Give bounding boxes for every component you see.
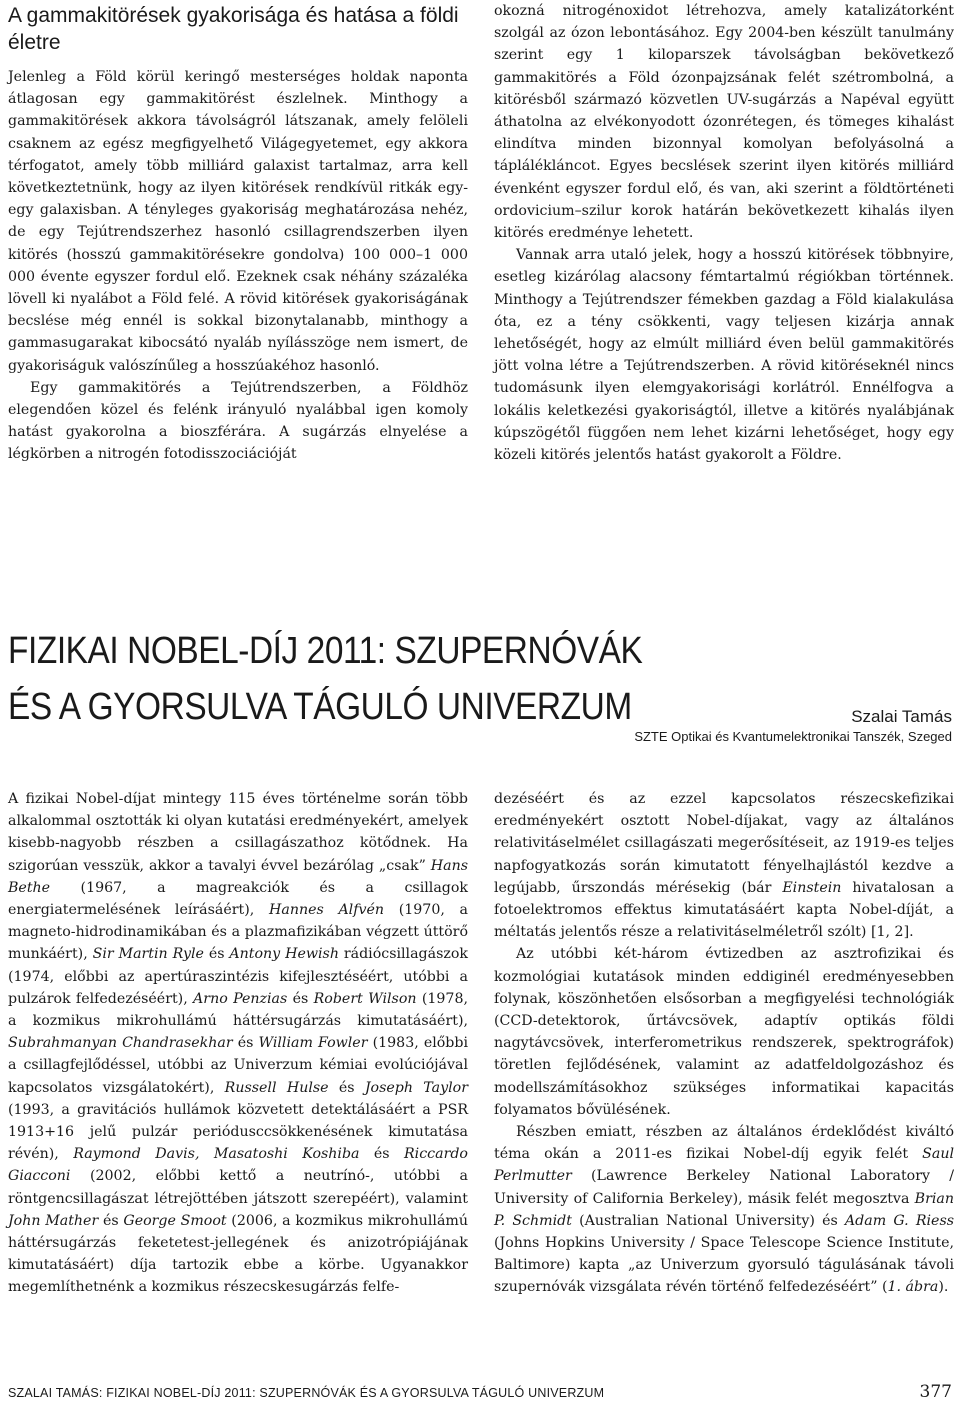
paragraph: dezéséért és az ezzel kapcsolatos részecskefizikai eredményekért osztott Nobel-díjakat, vagy az általános relativitáselmélet csillagászati megerősítéseit, az 1919-es teljes napfogyatkozás során kimutatott fényelhajlástól kezdve a legújabb, űrszondás mérésekig (bár Einstein hivatalosan a fotoelektromos effektus kimutatásáért kapta Nobel-díját, a méltatás jelentős része a relativitáselméletről szólt) [1, 2]. [494, 791, 954, 941]
top-right-column [494, 0, 954, 466]
section-title: A gammakitörések gyakorisága és hatása a földi életre [8, 4, 459, 54]
paragraph: A fizikai Nobel-díjat mintegy 115 éves történelme során több alkalommal osztották ki olyan kutatási eredményekért, amelyek kisebb-nagyobb részben a csillagászathoz kötődnek. Ha szigorúan vesszük, akkor a tavalyi évvel bezárólag „csak” Hans Bethe (1967, a magreakciók és a csillagok energiatermelésének leírásáért), Hannes Alfvén (1970, a magneto-hidrodinamikában és a plazmafizikában végzett úttörő munkáért), Sir Martin Ryle és Antony Hewish rádiócsillagászok (1974, előbbi az apertúraszintézis kifejlesztéséért, utóbbi a pulzárok felfedezéséért), Arno Penzias és Robert Wilson (1978, a kozmikus mikrohullámú háttérsugárzás kimutatásáért), Subrahmanyan Chandrasekhar és William Fowler (1983, előbbi a csillagfejlődéssel, utóbbi az Univerzum kémiai evolúciójával kapcsolatos vizsgálatokért), Russell Hulse és Joseph Taylor (1993, a gravitációs hullámok közvetett detektálásáért a PSR 1913+16 jelű pulzár periódusccsökkenésének kimutatása révén), Raymond Davis, Masatoshi Koshiba és Riccardo Giacconi (2002, előbbi kettő a neutrínó-, utóbbi a röntgencsillagászat létrejöttében játszott szerepéért), valamint John Mather és George Smoot (2006, a kozmikus mikrohullámú háttérsugárzás feketetest-jellegének és anizotrópiájának kimutatásáért) díja tartozik ebbe a körbe. Ugyanakkor megemlíthetnénk a kozmikus részecskesugárzás felfe- [8, 791, 468, 1296]
person-name: Saul Perlmutter [494, 1146, 954, 1185]
person-name: Hans Bethe [8, 857, 468, 896]
top-left-column [8, 0, 468, 466]
person-name: Adam G. Riess [844, 1212, 955, 1229]
person-name: Joseph Taylor [364, 1079, 468, 1096]
page-footer [8, 1382, 952, 1406]
person-name: George Smoot [123, 1212, 227, 1229]
article-title-line-1: FIZIKAI NOBEL-DÍJ 2011: SZUPERNÓVÁK [8, 630, 643, 673]
person-name: Riccardo Giacconi [8, 1146, 468, 1185]
paragraph: Jelenleg a Föld körül keringő mesterséges holdak naponta átlagosan egy gammakitörést észlelnek. Minthogy a gammakitörések akkora távolságról látszanak, amely felöleli csaknem az egész megfigyelhető Világegyetemet, egy akkora térfogatot, amely több milliárd galaxist tartalmaz, arra kell következtetnünk, hogy az ilyen kitörések rendkívül ritkák egy-egy galaxisban. A tényleges gyakoriság meghatározása nehéz, de egy Tejútrendszerhez hasonló csillagrendszerben ilyen kitörés (hosszú gammakitörésekre gondolva) 100 000–1 000 000 évente egyszer fordul elő. Ezeknek csak néhány százaléka lövell ki nyalábot a Föld felé. A rövid kitörések gyakoriságának becslése még ennél is sokkal bizonytalanabb, minthogy a gammasugarakat kibocsátó nyaláb nyílásszöge nem ismert, de gyakoriságuk valószínűleg a hosszúakéhoz hasonló. [8, 69, 468, 374]
paragraph: Részben emiatt, részben az általános érdeklődést kiváltó téma okán a 2011-es fizikai Nobel-díj egyik felét Saul Perlmutter (Lawrence Berkeley National Laboratory / University of California Berkeley), másik felét megosztva Brian P. Schmidt (Australian National University) és Adam G. Riess (Johns Hopkins University / Space Telescope Science Institute, Baltimore) kapta „az Univerzum gyorsuló tágulásának távoli szupernóvák vizsgálata révén történő felfedezéséért” (1. ábra). [494, 1124, 955, 1296]
person-name: Subrahmanyan Chandrasekhar [8, 1035, 233, 1052]
person-name: Russell Hulse [224, 1079, 329, 1096]
person-name: William Fowler [258, 1035, 368, 1052]
person-name: Einstein [782, 879, 842, 896]
bottom-right-column [494, 788, 954, 1299]
author-block [634, 706, 952, 746]
person-name: Antony Hewish [229, 946, 339, 963]
paragraph: Vannak arra utaló jelek, hogy a hosszú kitörések többnyire, esetleg kizárólag alacsony fémtartalmú régiókban történnek. Minthogy a Tejútrendszer fémekben gazdag a Föld kialakulása óta, ez a tény csökkenti, vagy teljesen kizárja annak lehetőségét, hogy az elmúlt milliárd éven belül gammakitörés jött volna létre a Tejútrendszerben. A rövid kitöréseknél nincs tudomásunk ilyen elemgyakorisági korlátról. Ennélfogva a lokális keletkezési gyakoriságtól, illetve a kitörés nyalábjának kúpszögétől függően nem lehet kizárni lehetőséget, hogy egy közeli kitörés jelentős hatást gyakorolt a Földre. [494, 247, 954, 464]
person-name: John Mather [8, 1212, 99, 1229]
person-name: Sir Martin Ryle [92, 946, 204, 963]
bottom-left-column [8, 788, 468, 1299]
person-name: Robert Wilson [313, 990, 417, 1007]
paragraph: Egy gammakitörés a Tejútrendszerben, a Földhöz elegendően közel és felénk irányuló nyalábbal igen komoly hatást gyakorolna a bioszférára. A sugárzás elnyelése a légkörben a nitrogén fotodisszociációját [8, 379, 468, 463]
article-title-line-2: ÉS A GYORSULVA TÁGULÓ UNIVERZUM [8, 686, 632, 729]
figure-reference: 1. ábra [887, 1279, 939, 1296]
person-name: Hannes Alfvén [268, 902, 385, 919]
person-name: Arno Penzias [193, 990, 288, 1007]
page-number: 377 [919, 1382, 952, 1402]
paragraph: Az utóbbi két-három évtizedben az asztrofizikai és kozmológiai kutatások minden eddiginél eredményesebben folynak, köszönhetően elsősorban a megfigyelési technológiák (CCD-detektorok, űrtávcsövek, adaptív optikás földi nagytávcsövek, interferometrikus rendszerek, spektrográfok) töretlen fejlődésének, valamint az adatfeldolgozáshoz és modellszámításokhoz szükséges informatikai kapacitás folyamatos bővülésének. [494, 946, 954, 1118]
person-name: Raymond Davis, Masatoshi Koshiba [73, 1146, 360, 1163]
person-name: Brian P. Schmidt [494, 1190, 954, 1229]
paragraph: okozná nitrogénoxidot létrehozva, amely katalizátorként szolgál az ózon lebontásához. Egy 2004-ben készült tanulmány szerint egy 1 kiloparszek távolságban bekövetkező gammakitörés a Föld ózonpajzsának felét szétrombolná, a kitörésből származó közvetlen UV-sugárzás a Napéval együtt áthatolna az elvékonyodott ózonrétegen, és tömeges kihalást elindítva minden bizonnyal komolyan befolyásolná a táplálékláncot. Egyes becslések szerint ilyen kitörés milliárd évenként egyszer fordul elő, és van, aki szerint a földtörténeti ordovicium–szilur korok határán bekövetkezett kihalás ilyen kitörés eredménye lehetett. [494, 3, 954, 242]
author-name: Szalai Tamás [851, 707, 952, 726]
author-affiliation: SZTE Optikai és Kvantumelektronikai Tanszék, Szeged [634, 729, 952, 744]
running-head: SZALAI TAMÁS: FIZIKAI NOBEL-DÍJ 2011: SZUPERNÓVÁK ÉS A GYORSULVA TÁGULÓ UNIVERZUM [8, 1386, 605, 1400]
